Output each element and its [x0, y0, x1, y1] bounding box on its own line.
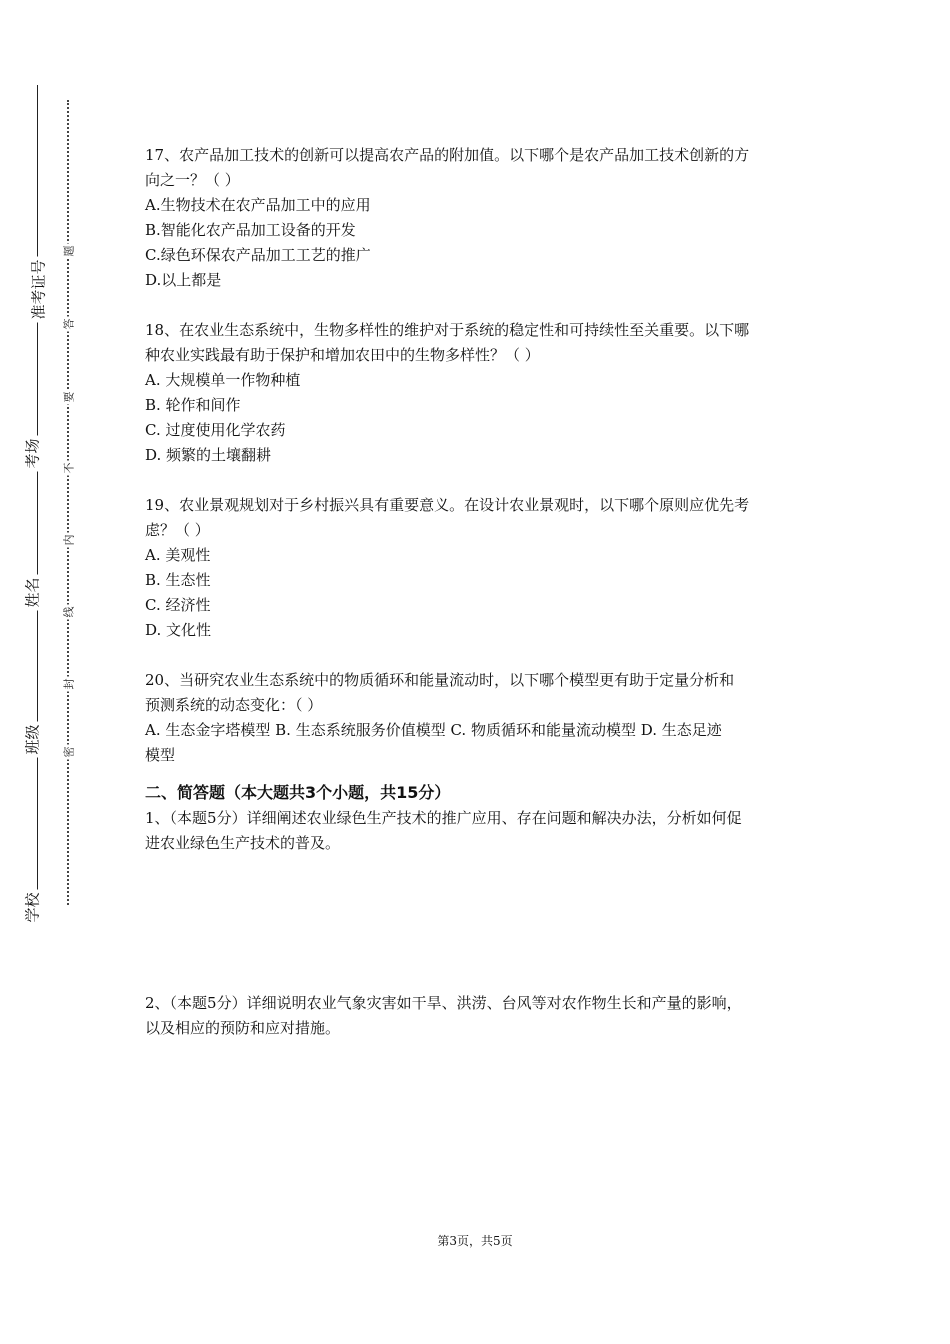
field-exam-room-label: 考场	[22, 435, 43, 471]
seal-char: 封	[62, 678, 76, 690]
question-text: 虑？（ ）	[145, 521, 210, 539]
field-school-label: 学校	[22, 889, 43, 925]
question-text: 18、在农业生态系统中，生物多样性的维护对于系统的稳定性和可持续性至关重要。以下哪	[145, 321, 750, 339]
question-19	[145, 493, 810, 643]
question-text: 17、农产品加工技术的创新可以提高农产品的附加值。以下哪个是农产品加工技术创新的方	[145, 146, 750, 164]
question-text: 预测系统的动态变化：（ ）	[145, 696, 323, 714]
option-b: B. 生态性	[145, 571, 211, 589]
question-text: 2、（本题5分）详细说明农业气象灾害如干旱、洪涝、台风等对农作物生长和产量的影响，	[145, 994, 742, 1012]
field-exam-id-label: 准考证号	[28, 256, 49, 322]
question-text: 20、当研究农业生态系统中的物质循环和能量流动时，以下哪个模型更有助于定量分析和	[145, 671, 735, 689]
seal-char: 不	[62, 462, 76, 474]
option-a: A. 美观性	[145, 546, 211, 564]
answer-space	[145, 856, 810, 991]
binding-dotted-line	[67, 100, 69, 905]
field-name-label: 姓名	[22, 574, 43, 610]
option-c: C. 过度使用化学农药	[145, 421, 286, 439]
option-b: B. 轮作和间作	[145, 396, 241, 414]
question-text: 种农业实践最有助于保护和增加农田中的生物多样性？（ ）	[145, 346, 540, 364]
question-text: 以及相应的预防和应对措施。	[145, 1019, 341, 1037]
question-text: 1、（本题5分）详细阐述农业绿色生产技术的推广应用、存在问题和解决办法，分析如何促	[145, 809, 742, 827]
option-b: B.智能化农产品加工设备的开发	[145, 221, 356, 239]
binding-margin	[0, 0, 110, 1344]
question-20	[145, 668, 810, 768]
option-d: D. 频繁的土壤翻耕	[145, 446, 272, 464]
option-d: D. 文化性	[145, 621, 212, 639]
question-text: 进农业绿色生产技术的普及。	[145, 834, 341, 852]
seal-char: 线	[62, 606, 76, 618]
binding-solid-line	[37, 85, 38, 925]
section-title: 二、简答题（本大题共3个小题，共15分）	[145, 783, 451, 802]
option-c: C. 经济性	[145, 596, 211, 614]
question-17	[145, 143, 810, 293]
option-a: A.生物技术在农产品加工中的应用	[145, 196, 371, 214]
seal-char: 密	[62, 746, 76, 758]
seal-char: 内	[62, 534, 76, 546]
seal-char: 答	[62, 318, 76, 330]
exam-content	[145, 143, 810, 1041]
question-options-inline: 模型	[145, 746, 176, 764]
seal-char: 题	[62, 245, 76, 257]
field-class-label: 班级	[22, 721, 43, 757]
option-a: A. 大规模单一作物种植	[145, 371, 301, 389]
page-footer: 第3页，共5页	[437, 1234, 513, 1248]
question-text: 向之一？（ ）	[145, 171, 240, 189]
question-options-inline: A. 生态金字塔模型 B. 生态系统服务价值模型 C. 物质循环和能量流动模型 D. 生态足迹	[145, 721, 722, 739]
option-c: C.绿色环保农产品加工工艺的推广	[145, 246, 371, 264]
option-d: D.以上都是	[145, 271, 222, 289]
question-18	[145, 318, 810, 468]
short-answer-1	[145, 806, 810, 856]
short-answer-2	[145, 991, 810, 1041]
seal-char: 要	[62, 391, 76, 403]
question-text: 19、农业景观规划对于乡村振兴具有重要意义。在设计农业景观时，以下哪个原则应优先考	[145, 496, 750, 514]
